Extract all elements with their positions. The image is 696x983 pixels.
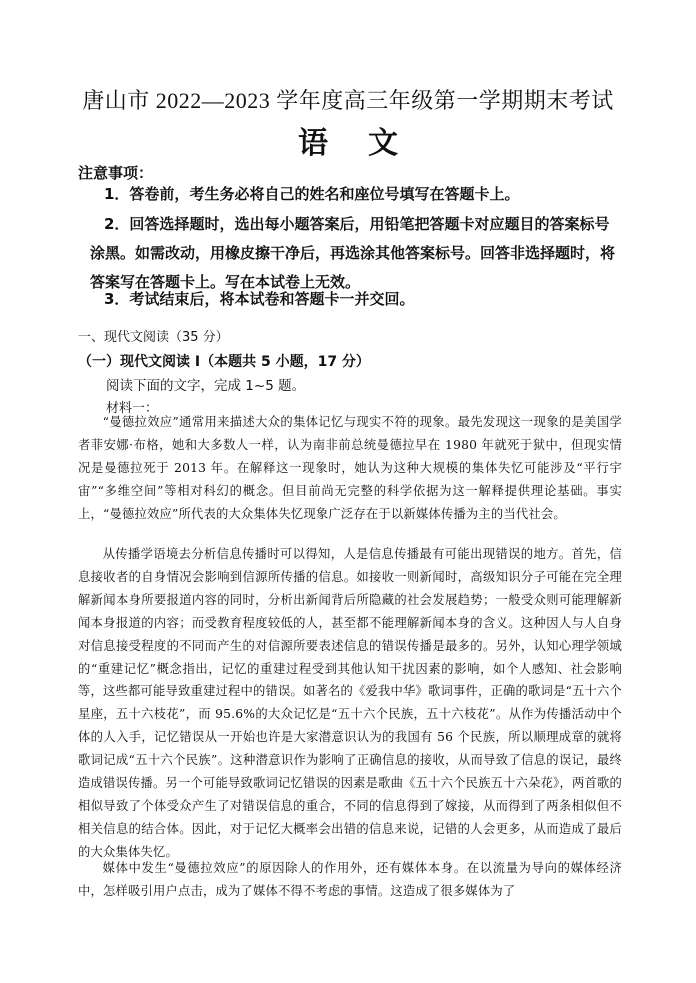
exam-title: 唐山市 2022—2023 学年度高三年级第一学期期末考试 [82,88,614,113]
notice-item-2: 2．回答选择题时，选出每小题答案后，用铅笔把答题卡对应题目的答案标号涂黑。如需改动，用橡皮擦干净后，再选涂其他答案标号。回答非选择题时，将答案写在答题卡上。写在本试卷上无效。 [90,215,616,291]
subject-title: 语文 [298,126,438,161]
subsection-heading: （一）现代文阅读 Ⅰ（本题共 5 小题，17 分） [78,354,370,370]
notice-item-1: 1．答卷前，考生务必将自己的姓名和座位号填写在答题卡上。 [104,185,520,203]
material-paragraph-3: 媒体中发生“曼德拉效应”的原因除人的作用外，还有媒体本身。在以流量为导向的媒体经济中，怎样吸引用户点击，成为了媒体不得不考虑的事情。这造成了很多媒体为了 [78,861,622,898]
reading-instruction: 阅读下面的文字，完成 1~5 题。 [106,378,306,394]
notice-item-3: 3．考试结束后，将本试卷和答题卡一并交回。 [104,290,415,308]
notice-heading: 注意事项： [78,164,154,182]
material-paragraph-1: “曼德拉效应”通常用来描述大众的集体记忆与现实不符的现象。最先发现这一现象的是美国学者菲安娜·布格，她和大多数人一样，认为南非前总统曼德拉早在 1980 年就死于狱中，但现实情况是曼德拉死于 2013 年。在解释这一现象时，她认为这种大规模的集体失忆可能涉及“平行宇宙”“多维空间”等相对科幻的概念。但目前尚无完整的科学依据为这一解释提供理论基础。事实上，“曼德拉效应”所代表的大众集体失忆现象广泛存在于以新媒体传播为主的当代社会。 [78,415,622,521]
material-paragraph-2: 从传播学语境去分析信息传播时可以得知，人是信息传播最有可能出现错误的地方。首先，信息接收者的自身情况会影响到信源所传播的信息。如接收一则新闻时，高级知识分子可能在完全理解新闻本身所要报道内容的同时，分析出新闻背后所隐藏的社会发展趋势；一般受众则可能理解新闻本身报道的内容；而受教育程度较低的人，甚至都不能理解新闻本身的含义。这种因人与人自身对信息接受程度的不同而产生的对信源所要表述信息的错误传播是最多的。另外，认知心理学领域的“重建记忆”概念指出，记忆的重建过程受到其他认知干扰因素的影响，如个人感知、社会影响等，这些都可能导致重建过程中的错误。如著名的《爱我中华》歌词事件，正确的歌词是“五十六个星座，五十六枝花”，而 95.6%的大众记忆是“五十六个民族，五十六枝花”。从作为传播活动中个体的人入手，记忆错误从一开始也许是大家潜意识认为的我国有 56 个民族，所以顺理成章的就将歌词记成“五十六个民族”。这种潜意识作为影响了正确信息的接收，从而导致了信息的误记，最终造成错误传播。另一个可能导致歌词记忆错误的因素是歌曲《五十六个民族五十六朵花》，两首歌的相似导致了个体受众产生了对错误信息的重合，不同的信息得到了嫁接，从而得到了两条相似但不相关信息的结合体。因此，对于记忆大概率会出错的信息来说，记错的人会更多，从而造成了最后的大众集体失忆。 [78,547,622,859]
section-heading: 一、现代文阅读（35 分） [78,330,229,345]
material-label: 材料一： [106,401,159,416]
